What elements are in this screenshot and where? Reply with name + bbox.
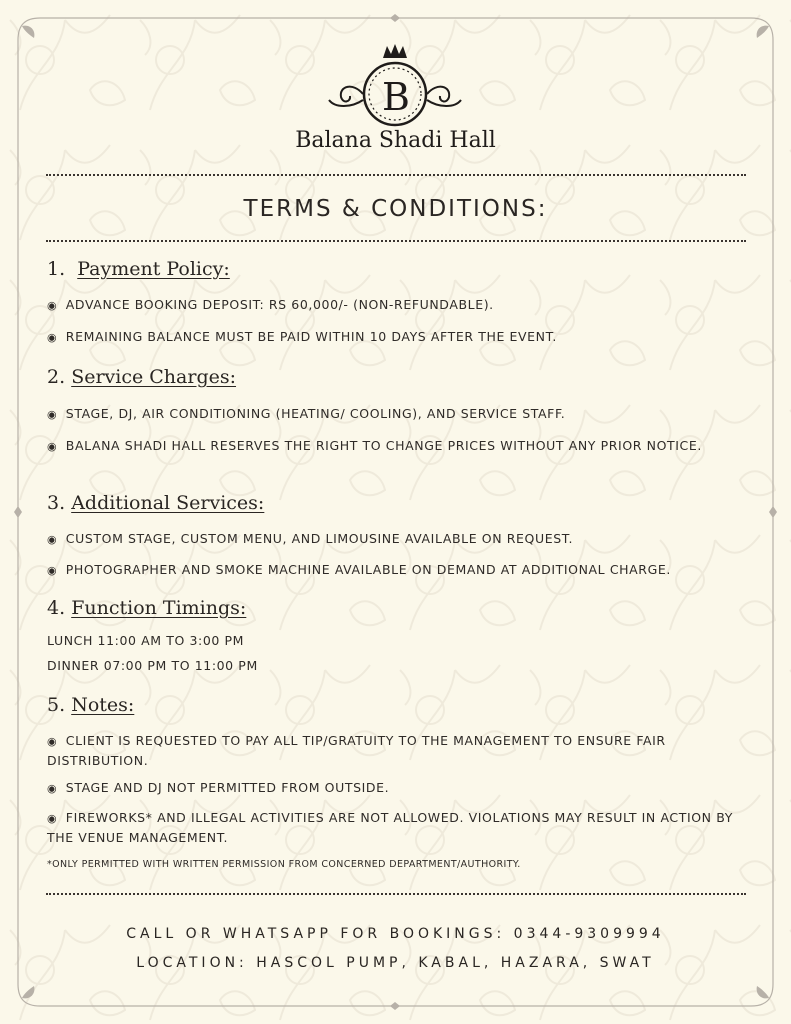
list-item-text: STAGE AND DJ NOT PERMITTED FROM OUTSIDE. xyxy=(65,780,390,795)
list-item-text: STAGE, DJ, AIR CONDITIONING (HEATING/ COOLING), AND SERVICE STAFF. xyxy=(65,406,566,421)
section-heading-function-timings xyxy=(47,597,246,619)
section-number: 5. xyxy=(47,694,66,716)
section-number: 4. xyxy=(47,597,66,619)
list-item xyxy=(47,808,747,847)
bullet-icon: ◉ xyxy=(47,735,58,748)
bullet-icon: ◉ xyxy=(47,299,58,312)
bullet-icon: ◉ xyxy=(47,408,58,421)
bullet-icon: ◉ xyxy=(47,533,58,546)
page-title: TERMS & CONDITIONS: xyxy=(243,196,548,222)
section-title: Function Timings: xyxy=(71,597,247,619)
list-item xyxy=(47,295,747,315)
contact-phone-line: CALL OR WHATSAPP FOR BOOKINGS: 0344-9309994 xyxy=(126,926,665,942)
section-heading-notes xyxy=(47,694,134,716)
section-number: 1. xyxy=(47,258,66,280)
list-item xyxy=(47,436,747,456)
list-item-text: CUSTOM STAGE, CUSTOM MENU, AND LIMOUSINE AVAILABLE ON REQUEST. xyxy=(65,531,574,546)
section-heading-additional-services xyxy=(47,492,264,514)
section-heading-service-charges xyxy=(47,366,236,388)
list-item-text: REMAINING BALANCE MUST BE PAID WITHIN 10 DAYS AFTER THE EVENT. xyxy=(65,329,557,344)
list-item-text: BALANA SHADI HALL RESERVES THE RIGHT TO CHANGE PRICES WITHOUT ANY PRIOR NOTICE. xyxy=(65,438,702,453)
section-number: 2. xyxy=(47,366,66,388)
bullet-icon: ◉ xyxy=(47,440,58,453)
list-item xyxy=(47,731,747,770)
section-title: Additional Services: xyxy=(71,492,265,514)
contact-location-line: LOCATION: HASCOL PUMP, KABAL, HAZARA, SWAT xyxy=(136,955,655,971)
bullet-icon: ◉ xyxy=(47,812,58,825)
list-item xyxy=(47,560,747,580)
dotted-divider-bottom xyxy=(46,893,746,895)
timing-lunch: LUNCH 11:00 AM TO 3:00 PM xyxy=(47,633,245,648)
section-title: Payment Policy: xyxy=(77,258,230,280)
bullet-icon: ◉ xyxy=(47,564,58,577)
list-item xyxy=(47,529,747,549)
list-item xyxy=(47,404,747,424)
list-item-text: FIREWORKS* AND ILLEGAL ACTIVITIES ARE NOT ALLOWED. VIOLATIONS MAY RESULT IN ACTION BY THE VENUE MANAGEMENT. xyxy=(47,810,733,845)
section-heading-payment-policy xyxy=(47,258,230,280)
section-title: Notes: xyxy=(71,694,135,716)
timing-dinner: DINNER 07:00 PM TO 11:00 PM xyxy=(47,658,258,673)
hall-name: Balana Shadi Hall xyxy=(295,128,496,153)
list-item-text: ADVANCE BOOKING DEPOSIT: RS 60,000/- (NON-REFUNDABLE). xyxy=(65,297,494,312)
section-title: Service Charges: xyxy=(71,366,237,388)
terms-content xyxy=(47,0,747,1024)
section-number: 3. xyxy=(47,492,66,514)
logo-monogram-letter: B xyxy=(382,75,410,119)
list-item xyxy=(47,327,747,347)
list-item-text: CLIENT IS REQUESTED TO PAY ALL TIP/GRATUITY TO THE MANAGEMENT TO ENSURE FAIR DISTRIBUTION. xyxy=(47,733,666,768)
bullet-icon: ◉ xyxy=(47,331,58,344)
bullet-icon: ◉ xyxy=(47,782,58,795)
list-item xyxy=(47,778,747,798)
list-item-text: PHOTOGRAPHER AND SMOKE MACHINE AVAILABLE ON DEMAND AT ADDITIONAL CHARGE. xyxy=(65,562,671,577)
footnote: *ONLY PERMITTED WITH WRITTEN PERMISSION FROM CONCERNED DEPARTMENT/AUTHORITY. xyxy=(47,859,521,870)
